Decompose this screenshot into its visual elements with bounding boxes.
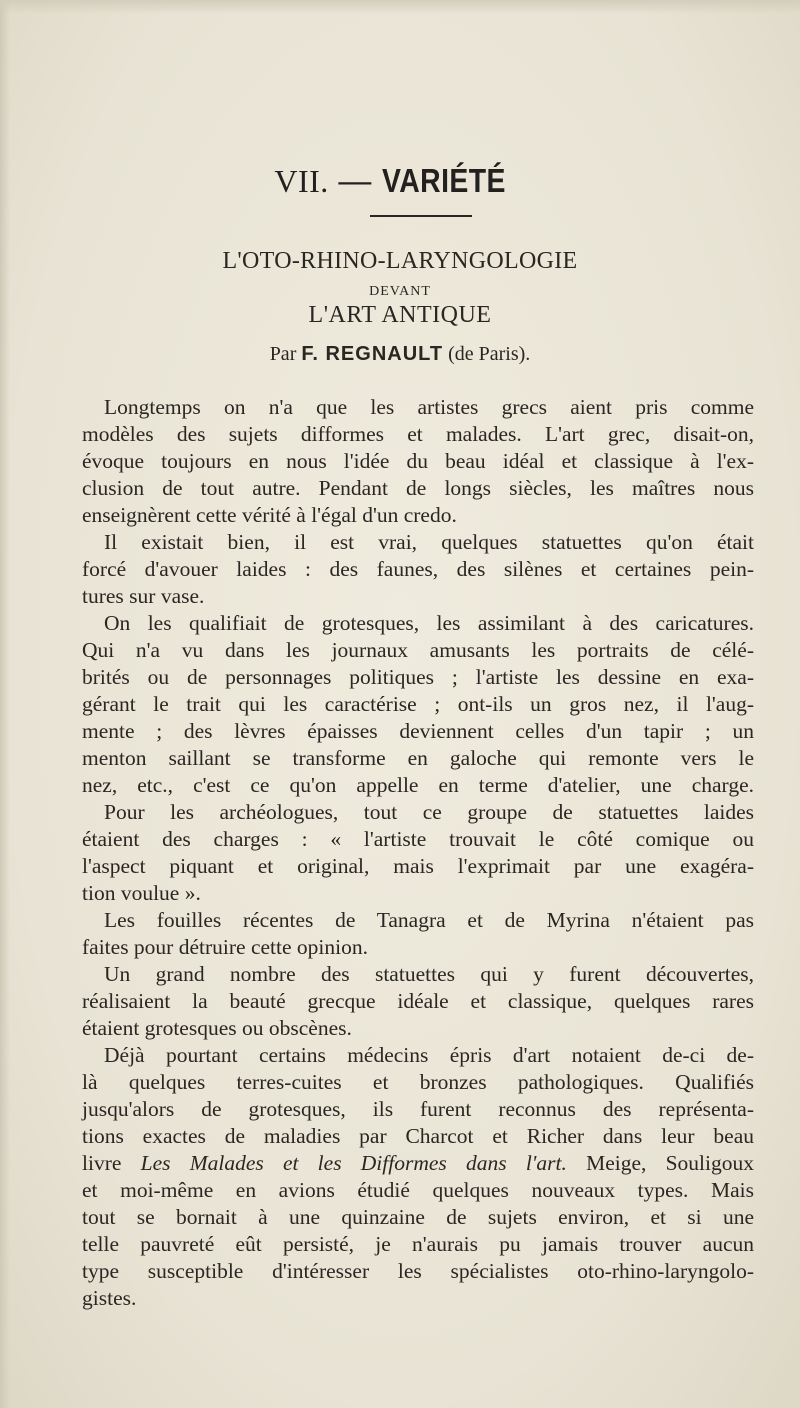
- article-body: [82, 394, 754, 1312]
- article-title: L'OTO-RHINO-LARYNGOLOGIE: [222, 248, 578, 274]
- body-line: Les fouilles récentes de Tanagra et de Myrina n'étaient pas: [104, 908, 754, 932]
- section-word: VARIÉTÉ: [381, 162, 506, 199]
- body-line: tout se bornait à une quinzaine de sujets environ, et si une: [82, 1205, 754, 1229]
- page-top-shadow: [0, 0, 800, 14]
- body-line: Un grand nombre des statuettes qui y furent découvertes,: [104, 962, 754, 986]
- body-line: étaient des charges : « l'artiste trouvait le côté comique ou: [82, 827, 754, 851]
- article-subtitle: L'ART ANTIQUE: [308, 302, 492, 328]
- book-title: Les Malades et les Difformes dans l'art.: [140, 1151, 567, 1175]
- byline-prefix: Par: [269, 343, 297, 365]
- body-line: Déjà pourtant certains médecins épris d'art notaient de-ci de-: [104, 1043, 754, 1067]
- body-line: faites pour détruire cette opinion.: [82, 935, 368, 959]
- article-devant: DEVANT: [369, 284, 431, 299]
- body-line-end: Meige, Souligoux: [586, 1151, 754, 1175]
- body-line: là quelques terres-cuites et bronzes pathologiques. Qualifiés: [82, 1070, 754, 1094]
- body-line: gistes.: [82, 1286, 137, 1310]
- body-line: tions exactes de maladies par Charcot et Richer dans leur beau: [82, 1124, 754, 1148]
- body-line: telle pauvreté eût persisté, je n'aurais pu jamais trouver aucun: [82, 1232, 754, 1256]
- body-line: tion voulue ».: [82, 881, 201, 905]
- body-line: et moi-même en avions étudié quelques nouveaux types. Mais: [82, 1178, 754, 1202]
- body-line: clusion de tout autre. Pendant de longs siècles, les maîtres nous: [82, 476, 754, 500]
- body-line-start: livre: [82, 1151, 122, 1175]
- page-edge-shadow: [0, 0, 10, 1408]
- author-name: F. REGNAULT: [301, 343, 444, 365]
- body-line: modèles des sujets difformes et malades. L'art grec, disait-on,: [82, 422, 754, 446]
- body-line: Pour les archéologues, tout ce groupe de statuettes laides: [104, 800, 754, 824]
- body-line: menton saillant se transforme en galoche qui remonte vers le: [82, 746, 754, 770]
- byline: [0, 343, 800, 366]
- body-line-with-book-title: [82, 1150, 754, 1177]
- body-line: tures sur vase.: [82, 584, 205, 608]
- body-line: Longtemps on n'a que les artistes grecs aient pris comme: [104, 395, 754, 419]
- body-line: mente ; des lèvres épaisses deviennent celles d'un tapir ; un: [82, 719, 754, 743]
- body-line: Il existait bien, il est vrai, quelques statuettes qu'on était: [104, 530, 754, 554]
- body-line: étaient grotesques ou obscènes.: [82, 1016, 352, 1040]
- body-line: évoque toujours en nous l'idée du beau idéal et classique à l'ex-: [82, 449, 754, 473]
- section-heading: [0, 162, 800, 200]
- body-line: l'aspect piquant et original, mais l'exprimait par une exagéra-: [82, 854, 754, 878]
- body-line: Qui n'a vu dans les journaux amusants les portraits de célé-: [82, 638, 754, 662]
- body-line: brités ou de personnages politiques ; l'artiste les dessine en exa-: [82, 665, 754, 689]
- section-dash: —: [338, 162, 372, 199]
- section-number: VII.: [274, 163, 329, 199]
- body-line: gérant le trait qui les caractérise ; ont-ils un gros nez, il l'aug-: [82, 692, 754, 716]
- body-line: type susceptible d'intéresser les spécialistes oto-rhino-laryngolo-: [82, 1259, 754, 1283]
- body-line: enseignèrent cette vérité à l'égal d'un credo.: [82, 503, 457, 527]
- byline-suffix: (de Paris).: [448, 343, 531, 365]
- title-rule: [370, 215, 472, 217]
- body-line: forcé d'avouer laides : des faunes, des silènes et certaines pein-: [82, 557, 754, 581]
- body-line: nez, etc., c'est ce qu'on appelle en terme d'atelier, une charge.: [82, 773, 754, 797]
- body-line: jusqu'alors de grotesques, ils furent reconnus des représenta-: [82, 1097, 754, 1121]
- body-line: réalisaient la beauté grecque idéale et classique, quelques rares: [82, 989, 754, 1013]
- body-line: On les qualifiait de grotesques, les assimilant à des caricatures.: [104, 611, 754, 635]
